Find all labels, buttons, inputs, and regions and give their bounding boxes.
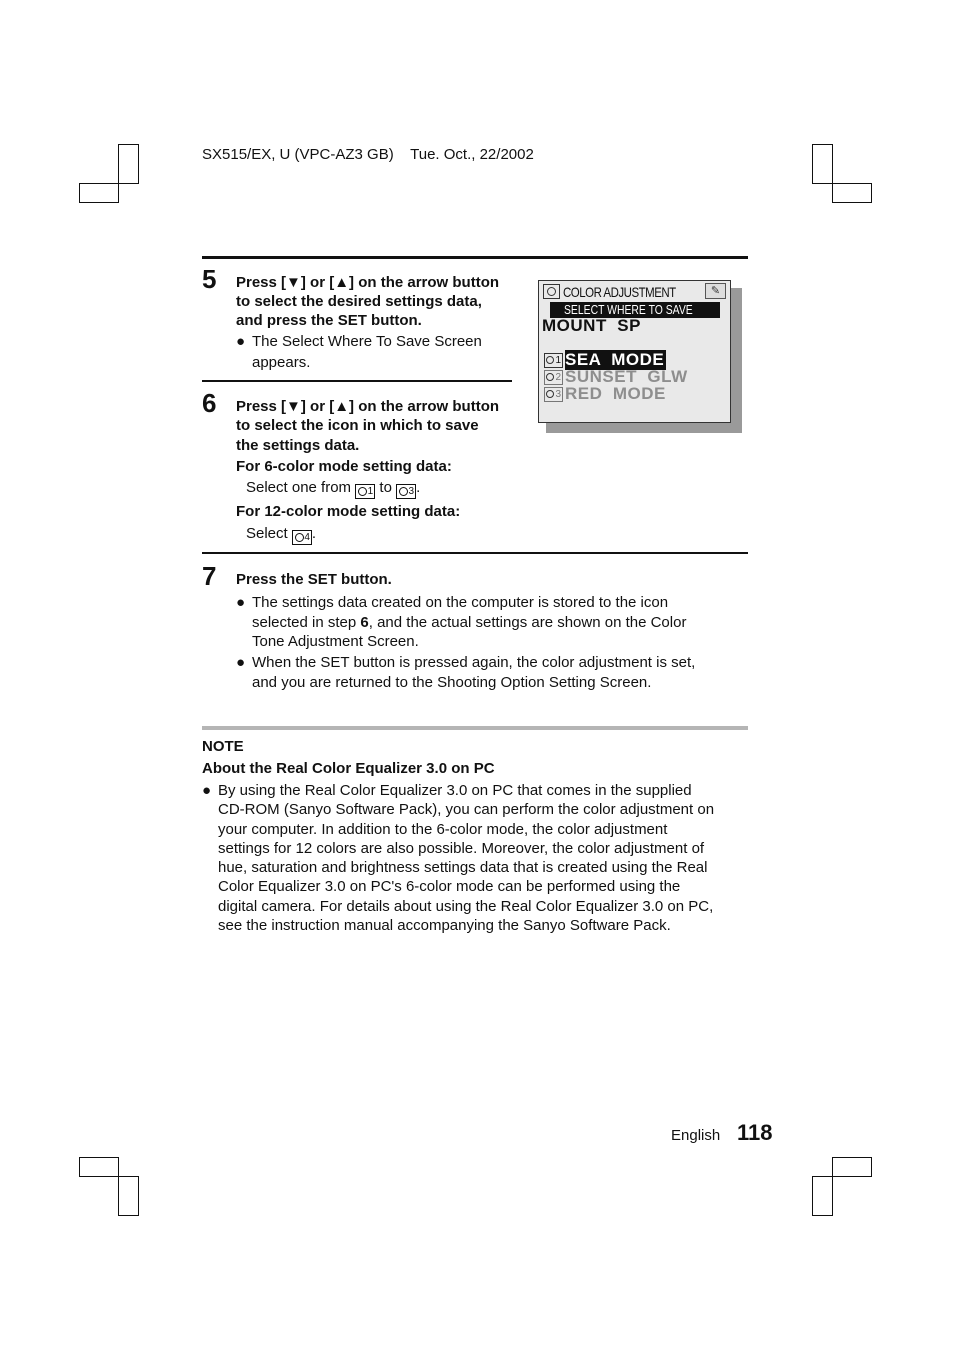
screen-subtitle: SELECT WHERE TO SAVE xyxy=(564,302,693,317)
screen-option-3[interactable] xyxy=(544,386,729,403)
user-color-slot-3-icon xyxy=(396,484,416,499)
b1-l2-post: , and the actual settings are shown on the Color xyxy=(368,613,687,631)
step5-top-rule xyxy=(202,256,748,259)
twelve-color-post: . xyxy=(311,525,317,542)
user-color-slot-4-icon xyxy=(292,530,312,545)
step-6-number: 6 xyxy=(202,388,217,418)
camera-screen xyxy=(538,280,731,423)
bullet-dot-icon: ● xyxy=(236,333,246,350)
step-7-bullet-1-line-2 xyxy=(252,613,686,633)
step-6-instruction-line-1: Press [▼] or [▲] on the arrow button xyxy=(236,398,500,415)
slot-4-number: 4 xyxy=(304,532,310,543)
screen-option-2-label: SUNSET GLW xyxy=(565,367,688,386)
step-5-bullet-line-2: appears. xyxy=(252,354,311,371)
crop-mark-top-right-horizontal xyxy=(832,183,872,203)
step-7-bullet-2 xyxy=(236,653,748,693)
note-line: settings for 12 colors are also possible. Moreover, the color adjustment of xyxy=(218,839,705,857)
step-5-instruction-line-2: to select the desired settings data, xyxy=(236,293,482,310)
step-7-bullet-2-line-1: When the SET button is pressed again, the color adjustment is set, xyxy=(252,654,696,671)
step-5-bullet-line-1: The Select Where To Save Screen xyxy=(252,333,482,350)
crop-mark-bottom-right-vertical xyxy=(812,1176,833,1216)
step-5-bullet xyxy=(236,332,516,372)
bullet-dot-icon: ● xyxy=(236,654,246,671)
slot-2-icon xyxy=(544,370,563,385)
screen-option-1-label: SEA MODE xyxy=(565,350,665,369)
twelve-color-instruction xyxy=(246,524,316,545)
color-adjustment-icon xyxy=(543,284,560,299)
bullet-dot-icon: ● xyxy=(236,594,246,611)
note-divider xyxy=(202,726,748,730)
user-color-slot-1-icon xyxy=(355,484,375,499)
footer-language: English xyxy=(671,1127,721,1144)
step-7-bullet-1-line-3: Tone Adjustment Screen. xyxy=(252,633,419,650)
note-line: your computer. In addition to the 6-color mode, the color adjustment xyxy=(218,820,668,838)
six-color-instruction xyxy=(246,478,420,499)
slot-1-icon xyxy=(544,353,563,368)
note-body xyxy=(218,781,714,935)
six-color-pre: Select one from xyxy=(246,479,352,496)
note-line: By using the Real Color Equalizer 3.0 on PC that comes in the supplied xyxy=(218,782,692,799)
slot-3-number: 3 xyxy=(408,486,415,497)
page-number: 118 xyxy=(737,1120,773,1145)
step-7-bullet-2-line-2: and you are returned to the Shooting Option Setting Screen. xyxy=(252,673,652,691)
step-7-instruction: Press the SET button. xyxy=(236,571,392,588)
twelve-color-pre: Select xyxy=(246,525,288,542)
six-color-post: . xyxy=(416,479,421,496)
screen-option-3-label: RED MODE xyxy=(565,384,666,403)
crop-mark-bottom-right-horizontal xyxy=(832,1157,872,1177)
slot-3-icon-number: 3 xyxy=(555,389,561,400)
step-6-instruction-line-2: to select the icon in which to save xyxy=(236,417,479,434)
note-line: hue, saturation and brightness settings data that is created using the Real xyxy=(218,859,708,877)
twelve-color-heading: For 12-color mode setting data: xyxy=(236,503,461,520)
slot-1-number: 1 xyxy=(367,486,374,497)
crop-mark-bottom-left-horizontal xyxy=(79,1157,119,1177)
step-7-number: 7 xyxy=(202,561,217,591)
six-color-heading: For 6-color mode setting data: xyxy=(236,458,452,475)
six-color-mid: to xyxy=(379,479,392,496)
wrench-icon: ✎ xyxy=(705,283,726,299)
step-7-bullet-1-line-1: The settings data created on the computer is stored to the icon xyxy=(252,594,669,611)
step-5-instruction-line-1: Press [▼] or [▲] on the arrow button xyxy=(236,274,500,291)
step-5-instruction-line-3: and press the SET button. xyxy=(236,312,422,329)
crop-mark-top-left-horizontal xyxy=(79,183,119,203)
note-line: CD-ROM (Sanyo Software Pack), you can perform the color adjustment on xyxy=(218,801,715,819)
b1-l2-pre: selected in step xyxy=(252,613,361,631)
step-5-number: 5 xyxy=(202,264,217,294)
slot-2-icon-number: 2 xyxy=(555,372,561,383)
screen-mount-line: MOUNT SP xyxy=(542,316,641,335)
step-6-instruction-line-3: the settings data. xyxy=(236,437,360,454)
step6-top-rule xyxy=(202,380,512,382)
note-line: see the instruction manual accompanying the Sanyo Software Pack. xyxy=(218,917,671,935)
note-heading: About the Real Color Equalizer 3.0 on PC xyxy=(202,760,495,777)
crop-mark-bottom-left-vertical xyxy=(118,1176,139,1216)
step-7-bullet-1 xyxy=(236,593,748,653)
note-label: NOTE xyxy=(202,738,244,755)
screen-title: COLOR ADJUSTMENT xyxy=(563,284,676,300)
note-bullet-dot-icon: ● xyxy=(202,782,212,799)
step7-top-rule xyxy=(202,552,748,554)
b1-l2-bold: 6 xyxy=(360,613,369,631)
document-header: SX515/EX, U (VPC-AZ3 GB) Tue. Oct., 22/2002 xyxy=(202,146,534,163)
crop-mark-top-right-vertical xyxy=(812,144,833,184)
slot-1-icon-number: 1 xyxy=(555,355,561,366)
crop-mark-top-left-vertical xyxy=(118,144,139,184)
note-line: Color Equalizer 3.0 on PC's 6-color mode can be performed using the xyxy=(218,878,681,896)
note-line: digital camera. For details about using the Real Color Equalizer 3.0 on PC, xyxy=(218,897,714,915)
slot-3-icon xyxy=(544,387,563,402)
